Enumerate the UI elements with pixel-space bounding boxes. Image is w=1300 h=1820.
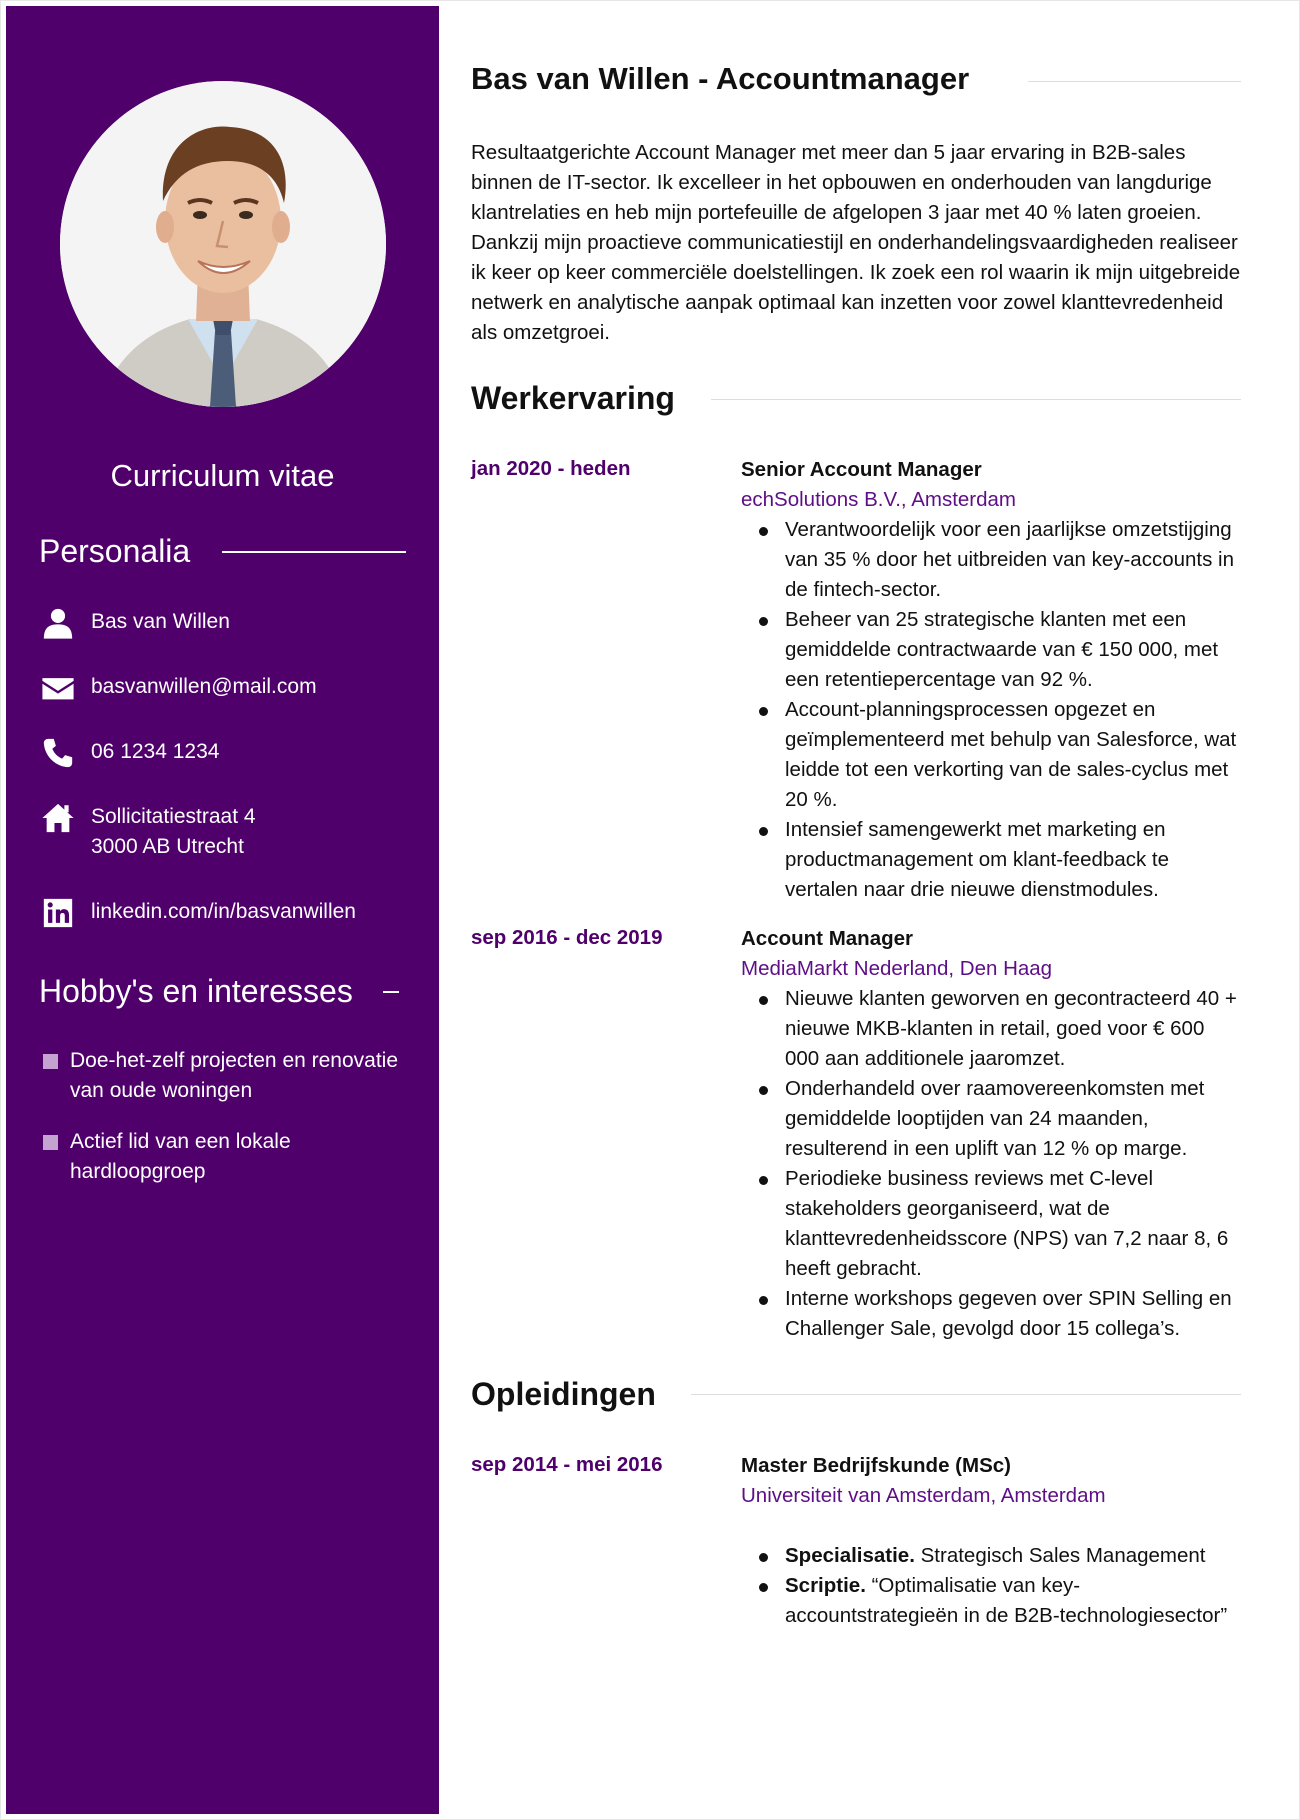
job-bullets	[741, 984, 1241, 1344]
linkedin-icon	[39, 894, 77, 932]
job-bullet: Account-planningsprocessen opgezet en geïmplementeerd met behulp van Salesforce, wat leidde tot een verkorting van de sales-cyclus met 20 %.	[741, 695, 1241, 815]
job-bullet: Periodieke business reviews met C-level stakeholders georganiseerd, wat de klanttevredenheidsscore (NPS) van 7,2 naar 8, 6 heeft gebracht.	[741, 1164, 1241, 1284]
job-bullet: Beheer van 25 strategische klanten met een gemiddelde contractwaarde van € 150 000, met een retentiepercentage van 92 %.	[741, 605, 1241, 695]
job-bullet: Onderhandeld over raamovereenkomsten met gemiddelde looptijden van 24 maanden, resulterend in een uplift van 12 % op marge.	[741, 1074, 1241, 1164]
job-date: jan 2020 - heden	[471, 457, 631, 480]
education-divider	[691, 1394, 1241, 1395]
education-bullets	[741, 1541, 1241, 1631]
hobbies-heading-text: Hobby's en interesses	[39, 973, 353, 1009]
education-heading: Opleidingen	[471, 1376, 656, 1412]
specialisation-label: Specialisatie.	[785, 1544, 915, 1567]
cv-title: Curriculum vitae	[110, 458, 335, 493]
square-bullet-icon	[43, 1135, 58, 1150]
contact-email-row[interactable]	[39, 669, 317, 707]
page-title: Bas van Willen - Accountmanager	[471, 61, 970, 96]
profile-summary: Resultaatgerichte Account Manager met meer dan 5 jaar ervaring in B2B-sales binnen de IT-sector. Ik excelleer in het opbouwen en onderhouden van langdurige klantrelaties en heb mijn portefeuille de afgelopen 3 jaar met 40 % laten groeien. Dankzij mijn proactieve communicatiestijl en onderhandelingsvaardigheden realiseer ik keer op keer commerciële doelstellingen. Ik zoek een rol waarin ik mijn uitgebreide netwerk en analytische aanpak optimaal kan inzetten voor zowel klanttevredenheid als omzetgroei.	[471, 141, 1241, 344]
experience-divider	[711, 399, 1241, 400]
job-bullet: Verantwoordelijk voor een jaarlijkse omzetstijging van 35 % door het uitbreiden van key-accounts in de fintech-sector.	[741, 515, 1241, 605]
phone-icon	[39, 734, 77, 772]
job-bullets	[741, 515, 1241, 905]
education-date: sep 2014 - mei 2016	[471, 1453, 663, 1476]
education-bullet	[741, 1571, 1241, 1631]
home-icon	[39, 799, 77, 837]
contact-phone[interactable]: 06 1234 1234	[91, 740, 220, 763]
job-title: Senior Account Manager	[741, 458, 982, 481]
square-bullet-icon	[43, 1054, 58, 1069]
contact-name-row	[39, 604, 230, 642]
title-divider	[1028, 81, 1241, 82]
education-title: Master Bedrijfskunde (MSc)	[741, 1454, 1011, 1477]
personalia-divider	[222, 551, 406, 553]
profile-photo-illustration	[60, 81, 386, 407]
hobbies-heading	[39, 973, 399, 1010]
job-organization: echSolutions B.V., Amsterdam	[741, 488, 1016, 511]
personalia-heading	[39, 533, 406, 570]
hobby-text: Actief lid van een lokale hardloopgroep	[70, 1130, 291, 1183]
contact-linkedin-row[interactable]	[39, 894, 356, 932]
job-bullet: Interne workshops gegeven over SPIN Selling en Challenger Sale, gevolgd door 15 collega’s.	[741, 1284, 1241, 1344]
thesis-label: Scriptie.	[785, 1574, 866, 1597]
job-entry	[741, 455, 1241, 905]
envelope-icon	[39, 669, 77, 707]
contact-name: Bas van Willen	[91, 610, 230, 633]
hobby-text: Doe-het-zelf projecten en renovatie van oude woningen	[70, 1049, 399, 1102]
contact-address-row	[39, 799, 256, 862]
contact-linkedin[interactable]: linkedin.com/in/basvanwillen	[91, 900, 356, 923]
address-line-1: Sollicitatiestraat 4	[91, 805, 256, 828]
experience-heading: Werkervaring	[471, 380, 675, 416]
hobby-item	[43, 1046, 423, 1106]
job-organization: MediaMarkt Nederland, Den Haag	[741, 957, 1053, 980]
address-line-2: 3000 AB Utrecht	[91, 835, 244, 858]
user-icon	[39, 604, 77, 642]
contact-phone-row[interactable]	[39, 734, 219, 772]
hobbies-divider	[383, 991, 399, 993]
job-bullet: Nieuwe klanten geworven en gecontracteerd 40 + nieuwe MKB-klanten in retail, goed voor € 600 000 aan additionele jaaromzet.	[741, 984, 1241, 1074]
thesis-value: “Optimalisatie van key-accountstrategieën in de B2B-technologiesector”	[785, 1574, 1228, 1627]
job-bullet: Intensief samengewerkt met marketing en productmanagement om klant-feedback te vertalen naar drie nieuwe dienstmodules.	[741, 815, 1241, 905]
contact-address	[91, 799, 256, 862]
job-date: sep 2016 - dec 2019	[471, 926, 663, 949]
sidebar	[6, 6, 439, 1814]
hobby-item	[43, 1127, 423, 1187]
personalia-heading-text: Personalia	[39, 533, 191, 569]
profile-photo	[60, 81, 386, 407]
education-bullet	[741, 1541, 1241, 1571]
job-title: Account Manager	[741, 927, 913, 950]
education-entry	[741, 1451, 1241, 1631]
specialisation-value: Strategisch Sales Management	[920, 1544, 1206, 1567]
education-institution: Universiteit van Amsterdam, Amsterdam	[741, 1484, 1106, 1507]
job-entry	[741, 924, 1241, 1344]
contact-email[interactable]: basvanwillen@mail.com	[91, 675, 317, 698]
